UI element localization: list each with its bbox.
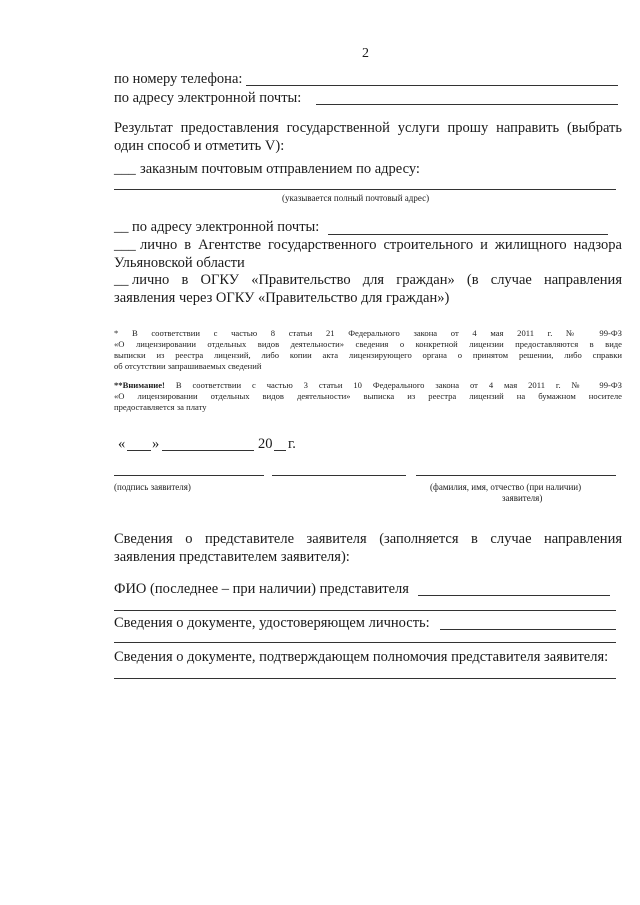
name-caption-line1: (фамилия, имя, отчество (при наличии) [430,482,582,492]
ogku-option-label-line2: заявления через ОГКУ «Правительство для граждан») [114,290,450,306]
footnote-1-line2: «О лицензировании отдельных видов деятельности» сведения о конкретной лицензии предоставляются в виде [114,339,622,349]
result-intro-line1: Результат предоставления государственной услуги прошу направить (выбрать [114,120,622,136]
signature-caption: (подпись заявителя) [114,482,191,492]
footnote-2-line2: «О лицензировании отдельных видов деятельности» выписка из реестра лицензий на бумажном носителе [114,391,622,401]
footnote-2-attention: **Внимание! [114,380,165,390]
name-field-line[interactable] [416,475,616,476]
date-month-field[interactable] [162,450,254,451]
email-field-line[interactable] [316,104,618,105]
postal-address-caption: (указывается полный почтовый адрес) [282,193,430,203]
date-close-quote: » [152,436,160,452]
representative-fio-field-2[interactable] [114,610,616,611]
signature-field-line[interactable] [114,475,264,476]
footnote-1-line1: * В соответствии с частью 8 статьи 21 Федерального закона от 4 мая 2011 г. № 99-ФЗ [114,328,622,338]
page-number: 2 [362,46,369,61]
footnote-1-line3: выписки из реестра лицензий, либо копии акта лицензирующего органа о принятом решении, либо справки [114,350,622,360]
result-intro-line2: один способ и отметить V): [114,138,285,154]
agency-option-label-line2: Ульяновской области [114,255,245,271]
phone-field-line[interactable] [246,85,618,86]
mail-option-label: заказным почтовым отправлением по адресу: [140,161,420,177]
name-caption-line2: заявителя) [502,493,543,503]
email-option-field-line[interactable] [328,234,608,235]
mail-option-checkbox[interactable]: ___ [114,161,136,177]
date-day-field[interactable] [127,450,151,451]
representative-fio-field[interactable] [418,595,610,596]
footnote-2-line3: предоставляется за плату [114,402,207,412]
ogku-option-label-line1: лично в ОГКУ «Правительство для граждан» (в случае направления [132,272,622,288]
date-open-quote: « [118,436,126,452]
representative-intro-line2: заявления представителем заявителя): [114,549,350,565]
authority-doc-field[interactable] [114,678,616,679]
footnote-2-line1 [114,380,622,391]
id-doc-label: Сведения о документе, удостоверяющем личность: [114,615,430,631]
date-year-field[interactable] [274,450,286,451]
footnote-2-text: В соответствии с частью 3 статьи 10 Федерального закона от 4 мая 2011 г. № 99-ФЗ [164,380,622,390]
date-year-suffix: г. [288,436,296,452]
footnote-1-line4: об отсутствии запрашиваемых сведений [114,361,262,371]
email-label: по адресу электронной почты: [114,90,302,106]
postal-address-line[interactable] [114,189,616,190]
email-option-checkbox[interactable]: __ [114,219,129,235]
id-doc-field[interactable] [440,629,616,630]
agency-option-label-line1: лично в Агентстве государственного строительного и жилищного надзора [140,237,622,253]
representative-intro-line1: Сведения о представителе заявителя (заполняется в случае направления [114,531,622,547]
representative-fio-label: ФИО (последнее – при наличии) представителя [114,581,409,597]
middle-field-line[interactable] [272,475,406,476]
date-year-prefix: 20 [258,436,273,452]
ogku-option-checkbox[interactable]: __ [114,272,129,288]
agency-option-checkbox[interactable]: ___ [114,237,136,253]
authority-doc-label: Сведения о документе, подтверждающем полномочия представителя заявителя: [114,649,609,665]
email-option-label: по адресу электронной почты: [132,219,320,235]
id-doc-field-2[interactable] [114,642,616,643]
phone-label: по номеру телефона: [114,71,243,87]
